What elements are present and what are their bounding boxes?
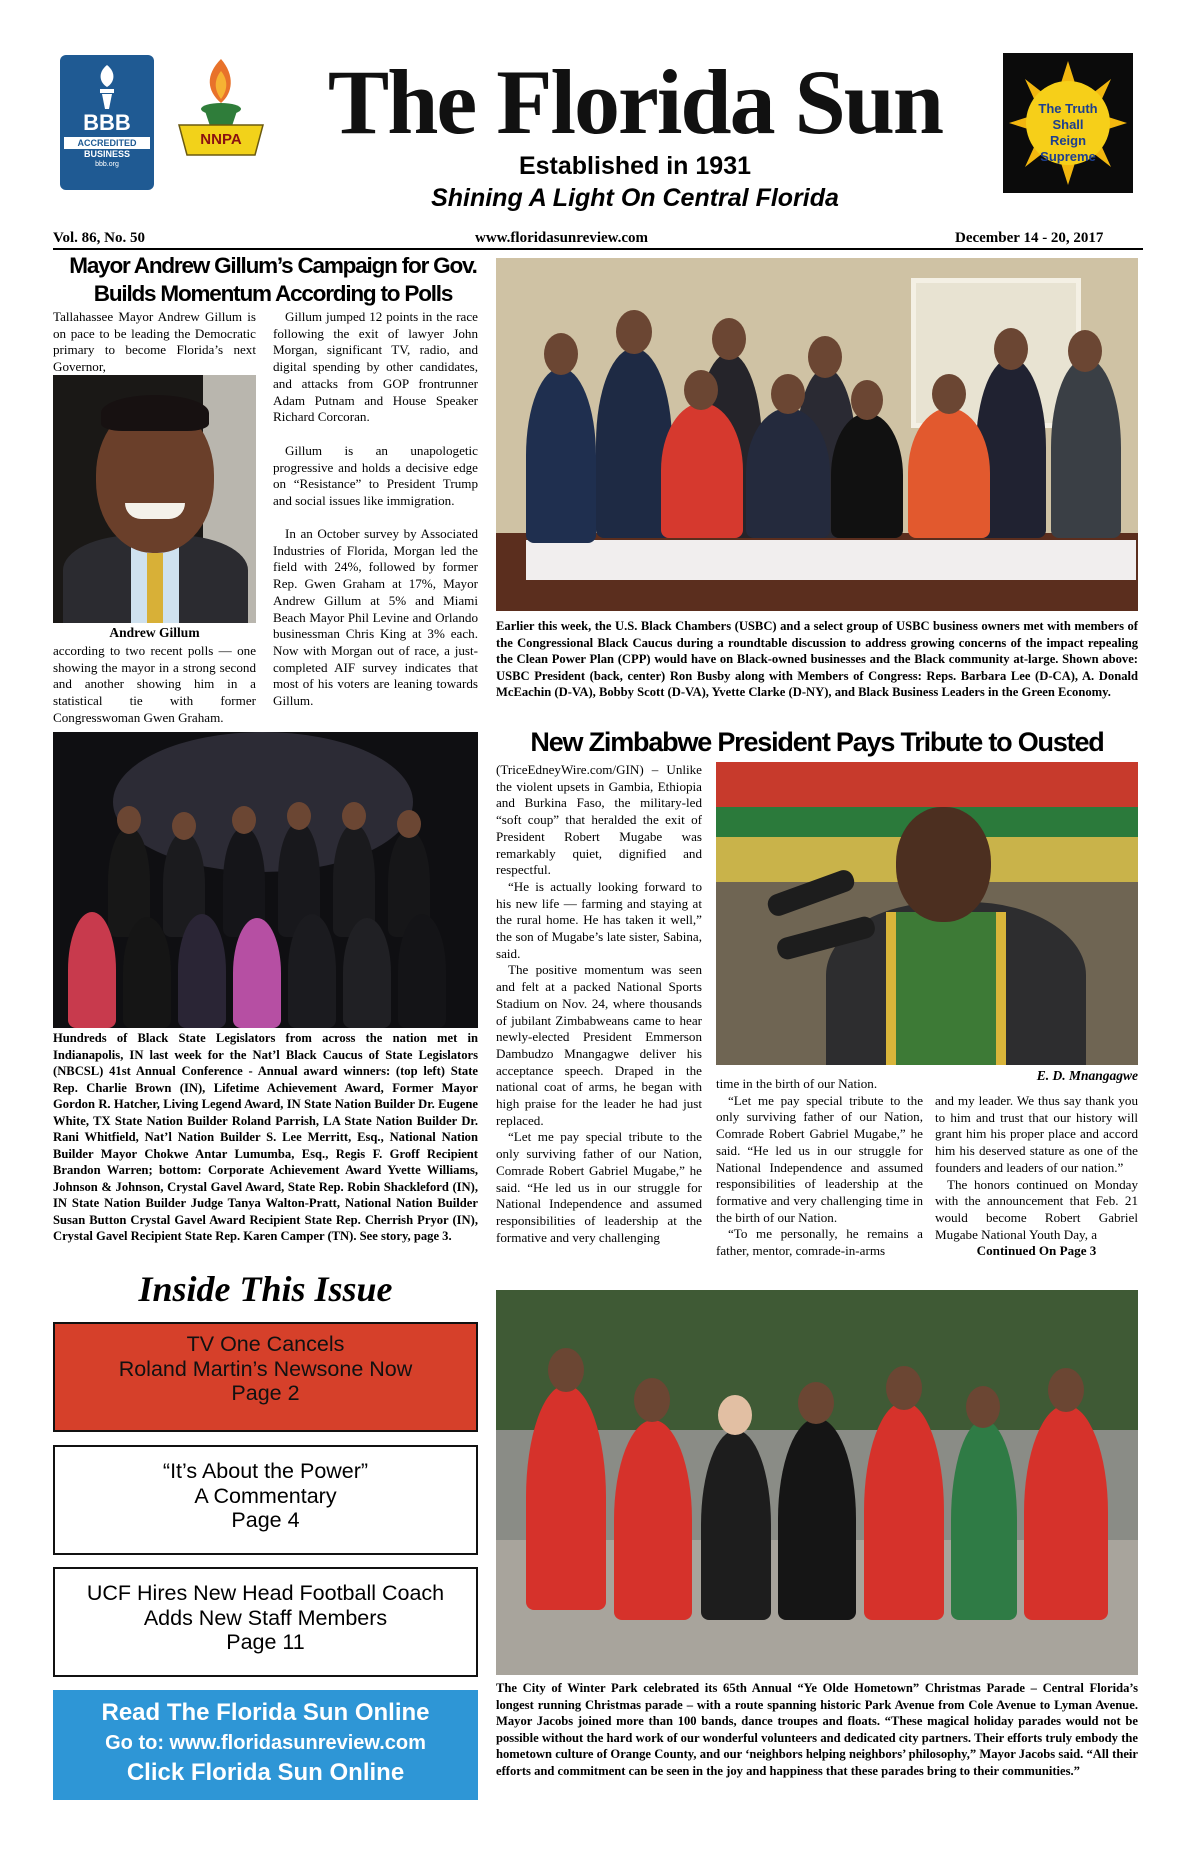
parade-person-head xyxy=(966,1386,1000,1428)
masthead-title xyxy=(290,52,980,152)
mnangagwe-photo-face xyxy=(896,807,991,922)
masthead-title-text: The Florida Sun xyxy=(327,51,943,153)
usbc-person-head xyxy=(771,374,805,414)
dateline-rule xyxy=(53,248,1143,250)
parade-person-head xyxy=(886,1366,922,1410)
parade-person xyxy=(864,1402,944,1620)
zimbabwe-col1-p2: “He is actually looking forward to his new life — farming and staying at the rural home. He has taken it well,” the son of Mugabe’s late sister, Sabina, said. xyxy=(496,878,702,961)
gillum-photo-caption: Andrew Gillum xyxy=(109,625,200,640)
nbcsl-person-head xyxy=(172,812,196,840)
usbc-person-head xyxy=(932,374,966,414)
mnangagwe-photo-flag-red xyxy=(716,762,1138,807)
zimbabwe-col2 xyxy=(716,1076,923,1260)
usbc-person-head xyxy=(544,333,578,375)
parade-person-head xyxy=(634,1378,670,1422)
parade-caption: The City of Winter Park celebrated its 65th Annual “Ye Olde Hometown” Christmas Parade – Central Florida’s longest running Christmas parade – with a route spanning historic Park Avenue from Cole Avenue to Lyman Avenue. Mayor Jacobs joined more than 100 bands, dance troupes and floats. “These magical holiday parades would not be possible without the hard work of our wonderful volunteers and dedicated city partners. Their efforts truly embody the hometown culture of Orange County, and our ‘neighbors helping neighbors’ philosophy,” Mayor Jacobs said. “All their efforts and commitment can be seen in the joy and happiness that these parades bring to their communities.” xyxy=(496,1681,1138,1778)
usbc-person xyxy=(1051,358,1121,538)
usbc-photo-tablecloth xyxy=(526,540,1136,580)
nbcsl-person-head xyxy=(342,802,366,830)
nnpa-label: NNPA xyxy=(200,131,242,148)
nbcsl-caption: Hundreds of Black State Legislators from across the nation met in Indianapolis, IN last week for the Nat’l Black Caucus of State Legislators (NBCSL) 41st Annual Conference - Annual award winners: (top left) State Rep. Charlie Brown (IN), Lifetime Achievement Award, Former Mayor Gordon R. Hatcher, Living Legend Award, IN State Nation Builder Dr. Eugene White, TX State Nation Builder Roland Parrish, LA State Nation Builder Dr. Rani Whitfield, Nat’l Nation Builder S. Lee Merritt, Esq., National Nation Builder Mayor Chokwe Antar Lumumba, Esq., Regis F. Groff Recipient Brandon Warren; bottom: Corporate Achievement Award Yvette Williams, Johnson & Johnson, Crystal Gavel Award, State Rep. Robin Shackleford (IN), IN State Nation Builder Judge Tanya Walton-Pratt, National Nation Builder Susan Button Crystal Gavel Award Recipient State Rep. Cherrish Pryor (IN), Crystal Gavel Recipient State Rep. Karen Camper (TN). See story, page 3. xyxy=(53,1031,478,1243)
nbcsl-photo xyxy=(53,732,478,1028)
zimbabwe-col3 xyxy=(935,1093,1138,1260)
parade-person xyxy=(1024,1405,1108,1620)
parade-person xyxy=(778,1418,856,1620)
nbcsl-person-head xyxy=(287,802,311,830)
usbc-person xyxy=(526,368,596,543)
bbb-url: bbb.org xyxy=(95,161,119,168)
usbc-person xyxy=(831,413,903,538)
zimbabwe-col2-p2: “Let me pay special tribute to the only surviving father of our Nation, Comrade Robert Gabriel Mugabe,” he said. “He led us in our struggle for National Independence and assumed responsibilities of leadership at the formative and very challenging time in the birth of our Nation. xyxy=(716,1092,923,1225)
bbb-torch-icon xyxy=(92,63,122,111)
zimbabwe-col1-p3: The positive momentum was seen and felt at a packed National Sports Stadium on Nov. 24, where thousands of jubilant Zimbabweans came to hear newly-elected President Emmerson Dambudzo Mnangagwe deliver his acceptance speech. Draped in the national coat of arms, he began with high praise for the leader he had just replaced. xyxy=(496,962,702,1128)
inside-item-tv-one-line2: Roland Martin’s Newsone Now xyxy=(118,1356,413,1381)
zimbabwe-col1-p1: (TriceEdneyWire.com/GIN) – Unlike the violent upsets in Gambia, Ethiopia and Burkina Faso, the military-led “soft coup” that heralded the exit of President Robert Mugabe was remarkably quiet, dignified and respectful. xyxy=(496,762,702,878)
nnpa-logo xyxy=(175,55,267,165)
nbcsl-person xyxy=(343,918,391,1028)
sun-badge-text: The Truth Shall Reign Supreme xyxy=(1038,101,1098,164)
mnangagwe-photo xyxy=(716,762,1138,1065)
usbc-caption: Earlier this week, the U.S. Black Chambers (USBC) and a select group of USBC business owners met with members of the Congressional Black Caucus during a roundtable discussion to address growing concerns of the impact repealing the Clean Power Plan (CPP) would have on Black-owned businesses and the Black community at-large. Shown above: USBC President (back, center) Ron Busby along with Members of Congress: Reps. Barbara Lee (D-CA), A. Donald McEachin (D-VA), Bobby Scott (D-VA), Yvette Clarke (D-NY), and Black Business Leaders in the Green Economy. xyxy=(496,619,1138,699)
inside-item-ucf-line3: Page 11 xyxy=(226,1630,305,1654)
gillum-col2-p1-text: Gillum jumped 12 points in the race following the exit of lawyer John Morgan, significant TV, radio, and digital spending by other candidates, and attacks from GOP frontrunner Adam Putnam and House Speaker Richard Corcoran. xyxy=(273,309,478,425)
zimbabwe-headline: New Zimbabwe President Pays Tribute to Ousted xyxy=(530,727,1104,757)
parade-person-head xyxy=(798,1382,834,1424)
inside-item-ucf-line2: Adds New Staff Members xyxy=(143,1605,388,1630)
nbcsl-person xyxy=(398,914,446,1028)
nbcsl-person xyxy=(233,918,281,1028)
volume-number: Vol. 86, No. 50 xyxy=(53,230,145,246)
usbc-person-head xyxy=(684,370,718,410)
mnangagwe-photo-sash xyxy=(886,912,1006,1065)
bbb-business: BUSINESS xyxy=(83,149,130,159)
inside-item-commentary[interactable] xyxy=(53,1445,478,1555)
parade-person xyxy=(951,1420,1017,1620)
usbc-person-head xyxy=(1068,330,1102,372)
usbc-photo xyxy=(496,258,1138,611)
gillum-headline-2: Builds Momentum According to Polls xyxy=(93,281,453,306)
gillum-col2-p1 xyxy=(273,309,478,426)
usbc-person-head xyxy=(851,380,883,420)
read-online-line2[interactable]: Go to: www.floridasunreview.com xyxy=(105,1732,426,1754)
parade-person xyxy=(526,1385,606,1610)
inside-title: Inside This Issue xyxy=(138,1269,393,1309)
gillum-col2-p3 xyxy=(273,526,478,710)
parade-person-head xyxy=(548,1348,584,1392)
usbc-person xyxy=(746,408,830,538)
gillum-photo-hair xyxy=(101,395,209,431)
inside-item-tv-one[interactable] xyxy=(53,1322,478,1432)
gillum-col2-p2-text: Gillum is an unapologetic progressive and holds a decisive edge on “Resistance” to President Trump and social issues like immigration. xyxy=(273,443,478,509)
parade-person xyxy=(614,1420,692,1620)
inside-item-ucf[interactable] xyxy=(53,1567,478,1677)
read-online-line3[interactable]: Click Florida Sun Online xyxy=(126,1759,405,1786)
issue-date: December 14 - 20, 2017 xyxy=(955,230,1104,246)
zimbabwe-col2-p3: “To me personally, he remains a father, mentor, comrade-in-arms xyxy=(716,1226,923,1259)
zimbabwe-col1-p4: “Let me pay special tribute to the only surviving father of our Nation, Comrade Robert Gabriel Mugabe,” he said. “He led us in our struggle for National Independence and assumed responsibilities of leadership at the formative and very challenging xyxy=(496,1129,702,1245)
nbcsl-person xyxy=(288,914,336,1028)
read-online-box[interactable] xyxy=(53,1690,478,1800)
read-online-line1: Read The Florida Sun Online xyxy=(101,1699,430,1726)
parade-person-head xyxy=(718,1395,752,1435)
gillum-intro: Tallahassee Mayor Andrew Gillum is on pace to be leading the Democratic primary to become Florida’s next Governor, xyxy=(53,309,256,375)
bbb-accredited: ACCREDITED xyxy=(64,137,150,149)
zimbabwe-continued[interactable]: Continued On Page 3 xyxy=(976,1243,1097,1259)
nbcsl-person xyxy=(123,917,171,1028)
inside-item-commentary-line3: Page 4 xyxy=(231,1508,300,1532)
usbc-person-head xyxy=(994,328,1028,370)
zimbabwe-col2-p1: time in the birth of our Nation. xyxy=(716,1076,878,1091)
nbcsl-person xyxy=(178,914,226,1028)
inside-item-ucf-line1: UCF Hires New Head Football Coach xyxy=(86,1581,445,1605)
usbc-person xyxy=(661,403,743,538)
inside-item-tv-one-line3: Page 2 xyxy=(231,1381,300,1405)
gillum-headline-1: Mayor Andrew Gillum’s Campaign for Gov. xyxy=(69,253,477,278)
parade-photo xyxy=(496,1290,1138,1675)
zimbabwe-col3-p1: and my leader. We thus say thank you to him and trust that our history will grant him his proper place and accord him his deserved stature as one of the founders and leaders of our nation.” xyxy=(935,1093,1138,1175)
nbcsl-person-head xyxy=(117,806,141,834)
usbc-person-head xyxy=(712,318,746,360)
nbcsl-person xyxy=(68,912,116,1028)
sun-badge xyxy=(1003,53,1133,193)
established-line: Established in 1931 xyxy=(518,152,752,180)
mnangagwe-photo-caption: E. D. Mnangagwe xyxy=(1036,1068,1138,1083)
tagline: Shining A Light On Central Florida xyxy=(431,184,839,212)
usbc-person-head xyxy=(616,310,652,354)
gillum-photo xyxy=(53,375,256,623)
parade-person xyxy=(701,1430,771,1620)
gillum-col2-p3-text: In an October survey by Associated Industries of Florida, Morgan led the field with 24%, followed by former Rep. Gwen Graham at 17%, Mayor Andrew Gillum at 5% and Miami Beach Mayor Phil Levine and Orlando businessman Chris King at 3% each. Now with Morgan out of race, a just-completed AIF survey indicates that most of his voters are leaning towards Gillum. xyxy=(273,526,478,709)
bbb-mark: BBB xyxy=(83,110,131,135)
gillum-col1-rest: according to two recent polls — one showing the mayor in a strong second and another showing him in a statistical tie with former Congresswoman Gwen Graham. xyxy=(53,643,256,725)
usbc-person xyxy=(908,408,990,538)
nnpa-torch-icon xyxy=(175,55,267,165)
nbcsl-person-head xyxy=(232,806,256,834)
bbb-logo xyxy=(60,55,154,190)
zimbabwe-col1 xyxy=(496,762,702,1246)
parade-person-head xyxy=(1048,1368,1084,1412)
gillum-col2-p2 xyxy=(273,443,478,510)
inside-item-tv-one-line1: TV One Cancels xyxy=(186,1332,345,1356)
inside-item-commentary-line1: “It’s About the Power” xyxy=(162,1459,369,1483)
gillum-photo-smile xyxy=(125,503,185,519)
nbcsl-person-head xyxy=(397,810,421,838)
gillum-photo-tie xyxy=(147,553,163,623)
website-link[interactable]: www.floridasunreview.com xyxy=(475,230,649,246)
inside-item-commentary-line2: A Commentary xyxy=(194,1483,337,1508)
zimbabwe-col3-p2: The honors continued on Monday with the announcement that Feb. 21 would become Robert Gabriel Mugabe National Youth Day, a xyxy=(935,1176,1138,1242)
usbc-person-head xyxy=(808,336,842,378)
